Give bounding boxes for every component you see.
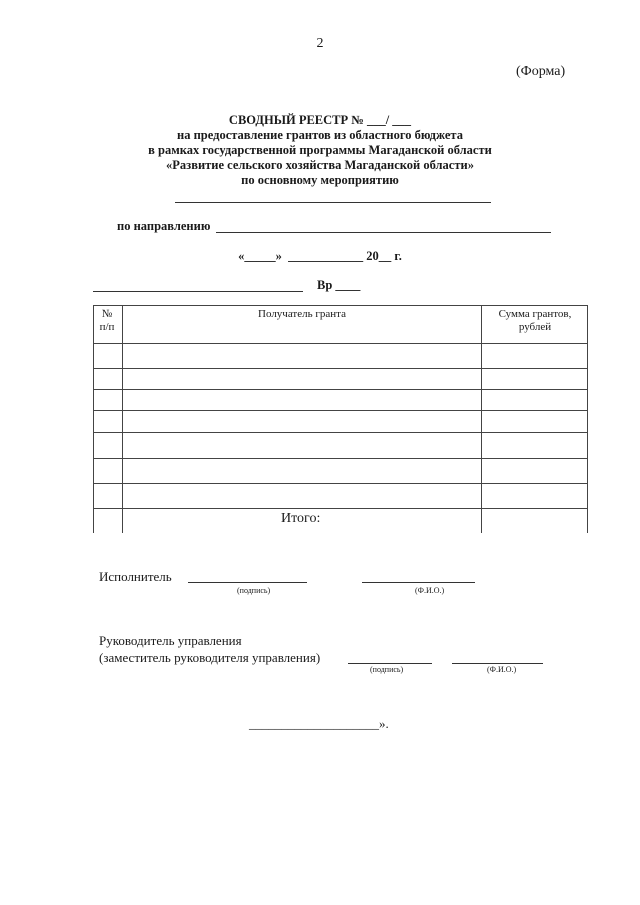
table-row-divider (93, 483, 588, 484)
executor-label: Исполнитель (99, 569, 172, 584)
title-line-program-name: «Развитие сельского хозяйства Магаданской области» (166, 158, 474, 172)
title-line-registry: СВОДНЫЙ РЕЕСТР № ___/ ___ (228, 113, 412, 127)
direction-blank-line (216, 232, 551, 233)
prefix-blank-line (93, 291, 303, 292)
executor-name-line (362, 582, 475, 583)
head-name-line (452, 663, 543, 664)
title-line-program: в рамках государственной программы Магаданской области (148, 143, 492, 157)
header-amount: Сумма грантов, рублей (498, 308, 572, 333)
vr-label: Вр ____ (317, 278, 361, 292)
table-row-divider (93, 368, 588, 369)
table-row-divider (93, 343, 588, 344)
deputy-label: (заместитель руководителя управления) (99, 650, 321, 665)
table-row-divider (93, 432, 588, 433)
direction-label: по направлению (117, 219, 211, 233)
head-signature-line (348, 663, 432, 664)
executor-signature-line (188, 582, 307, 583)
table-border-top (93, 305, 588, 306)
page-number: 2 (316, 36, 324, 51)
header-number: № п/п (99, 308, 115, 333)
header-recipient: Получатель гранта (258, 308, 346, 320)
closing-line: ____________________». (249, 716, 389, 731)
head-label: Руководитель управления (99, 633, 242, 648)
date-line: «_____» ____________ 20__ г. (238, 249, 402, 263)
activity-blank-line (175, 202, 491, 203)
grants-table (93, 305, 588, 533)
table-border-left (93, 305, 94, 533)
total-label: Итого: (281, 511, 321, 526)
table-row-divider (93, 508, 588, 509)
executor-signature-caption: (подпись) (237, 586, 271, 595)
head-signature-caption: (подпись) (370, 665, 404, 674)
form-label: (Форма) (516, 64, 566, 79)
table-row-divider (93, 410, 588, 411)
table-column-divider (122, 305, 123, 533)
title-line-activity: по основному мероприятию (241, 173, 399, 187)
head-name-caption: (Ф.И.О.) (487, 665, 517, 674)
document-title (0, 113, 640, 188)
table-row-divider (93, 458, 588, 459)
table-column-divider (481, 305, 482, 533)
table-border-right (587, 305, 588, 533)
executor-name-caption: (Ф.И.О.) (415, 586, 445, 595)
title-line-purpose: на предоставление грантов из областного бюджета (177, 128, 463, 142)
table-row-divider (93, 389, 588, 390)
